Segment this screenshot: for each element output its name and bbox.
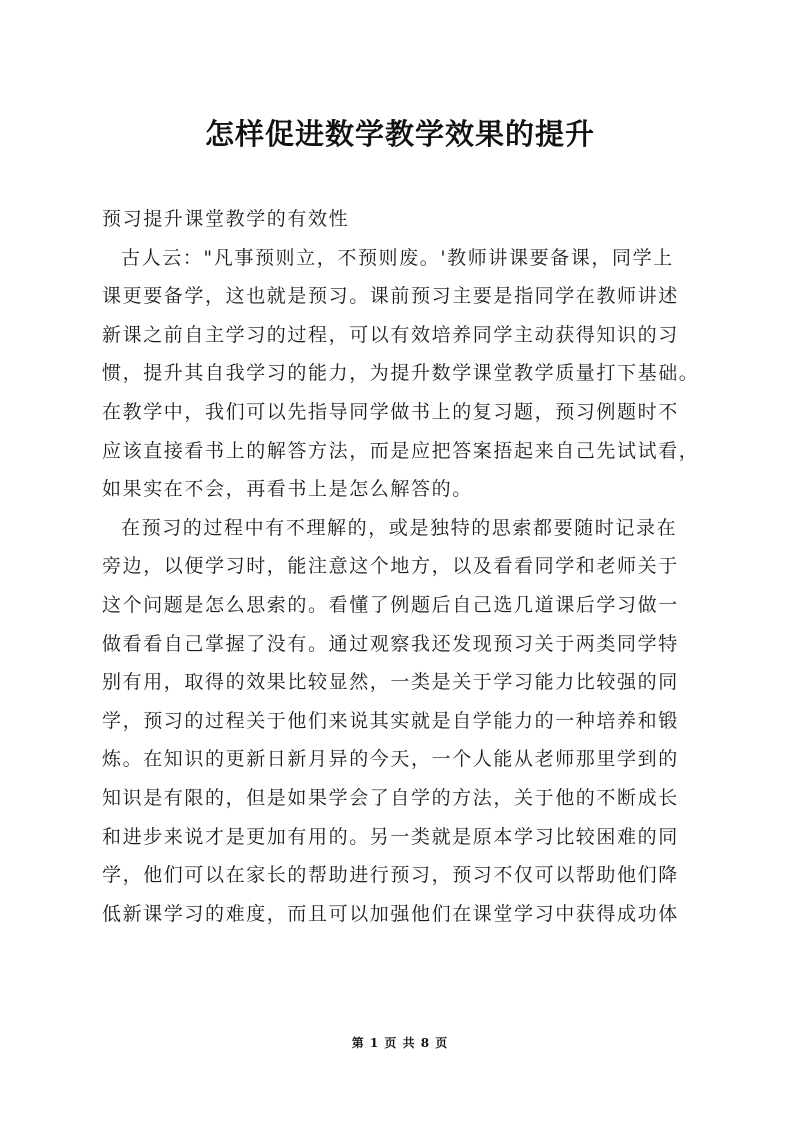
paragraph-line: 古人云："凡事预则立，不预则废。'教师讲课要备课，同学上 <box>121 246 674 269</box>
paragraph-line: 低新课学习的难度，而且可以加强他们在课堂学习中获得成功体 <box>102 902 679 925</box>
paragraph-line: 旁边，以便学习时，能注意这个地方，以及看看同学和老师关于 <box>102 555 679 578</box>
paragraph-line: 学，预习的过程关于他们来说其实就是自学能力的一种培养和锻 <box>102 709 679 732</box>
paragraph-line: 应该直接看书上的解答方法，而是应把答案捂起来自己先试试看， <box>102 439 700 462</box>
paragraph-line: 学，他们可以在家长的帮助进行预习，预习不仅可以帮助他们降 <box>102 864 679 887</box>
paragraph-line: 如果实在不会，再看书上是怎么解答的。 <box>102 478 473 501</box>
paragraph-line: 课更要备学，这也就是预习。课前预习主要是指同学在教师讲述 <box>102 285 679 308</box>
document-title: 怎样促进数学教学效果的提升 <box>204 117 595 151</box>
document-body <box>102 200 718 933</box>
paragraph-line: 知识是有限的，但是如果学会了自学的方法，关于他的不断成长 <box>102 786 679 809</box>
section-heading: 预习提升课堂教学的有效性 <box>102 208 350 230</box>
paragraph-line: 在教学中，我们可以先指导同学做书上的复习题，预习例题时不 <box>102 400 679 423</box>
paragraph-line: 别有用，取得的效果比较显然，一类是关于学习能力比较强的同 <box>102 671 679 694</box>
paragraph-line: 新课之前自主学习的过程，可以有效培养同学主动获得知识的习 <box>102 323 679 346</box>
paragraph-line: 和进步来说才是更加有用的。另一类就是原本学习比较困难的同 <box>102 825 679 848</box>
page-number-footer: 第 1 页 共 8 页 <box>351 1036 449 1050</box>
paragraph-line: 惯，提升其自我学习的能力，为提升数学课堂教学质量打下基础。 <box>102 362 700 385</box>
paragraph-line: 这个问题是怎么思索的。看懂了例题后自己选几道课后学习做一 <box>102 593 679 616</box>
paragraph-line: 在预习的过程中有不理解的，或是独特的思索都要随时记录在 <box>121 516 678 539</box>
paragraph-line: 炼。在知识的更新日新月异的今天，一个人能从老师那里学到的 <box>102 748 679 771</box>
paragraph-line: 做看看自己掌握了没有。通过观察我还发现预习关于两类同学特 <box>102 632 679 655</box>
